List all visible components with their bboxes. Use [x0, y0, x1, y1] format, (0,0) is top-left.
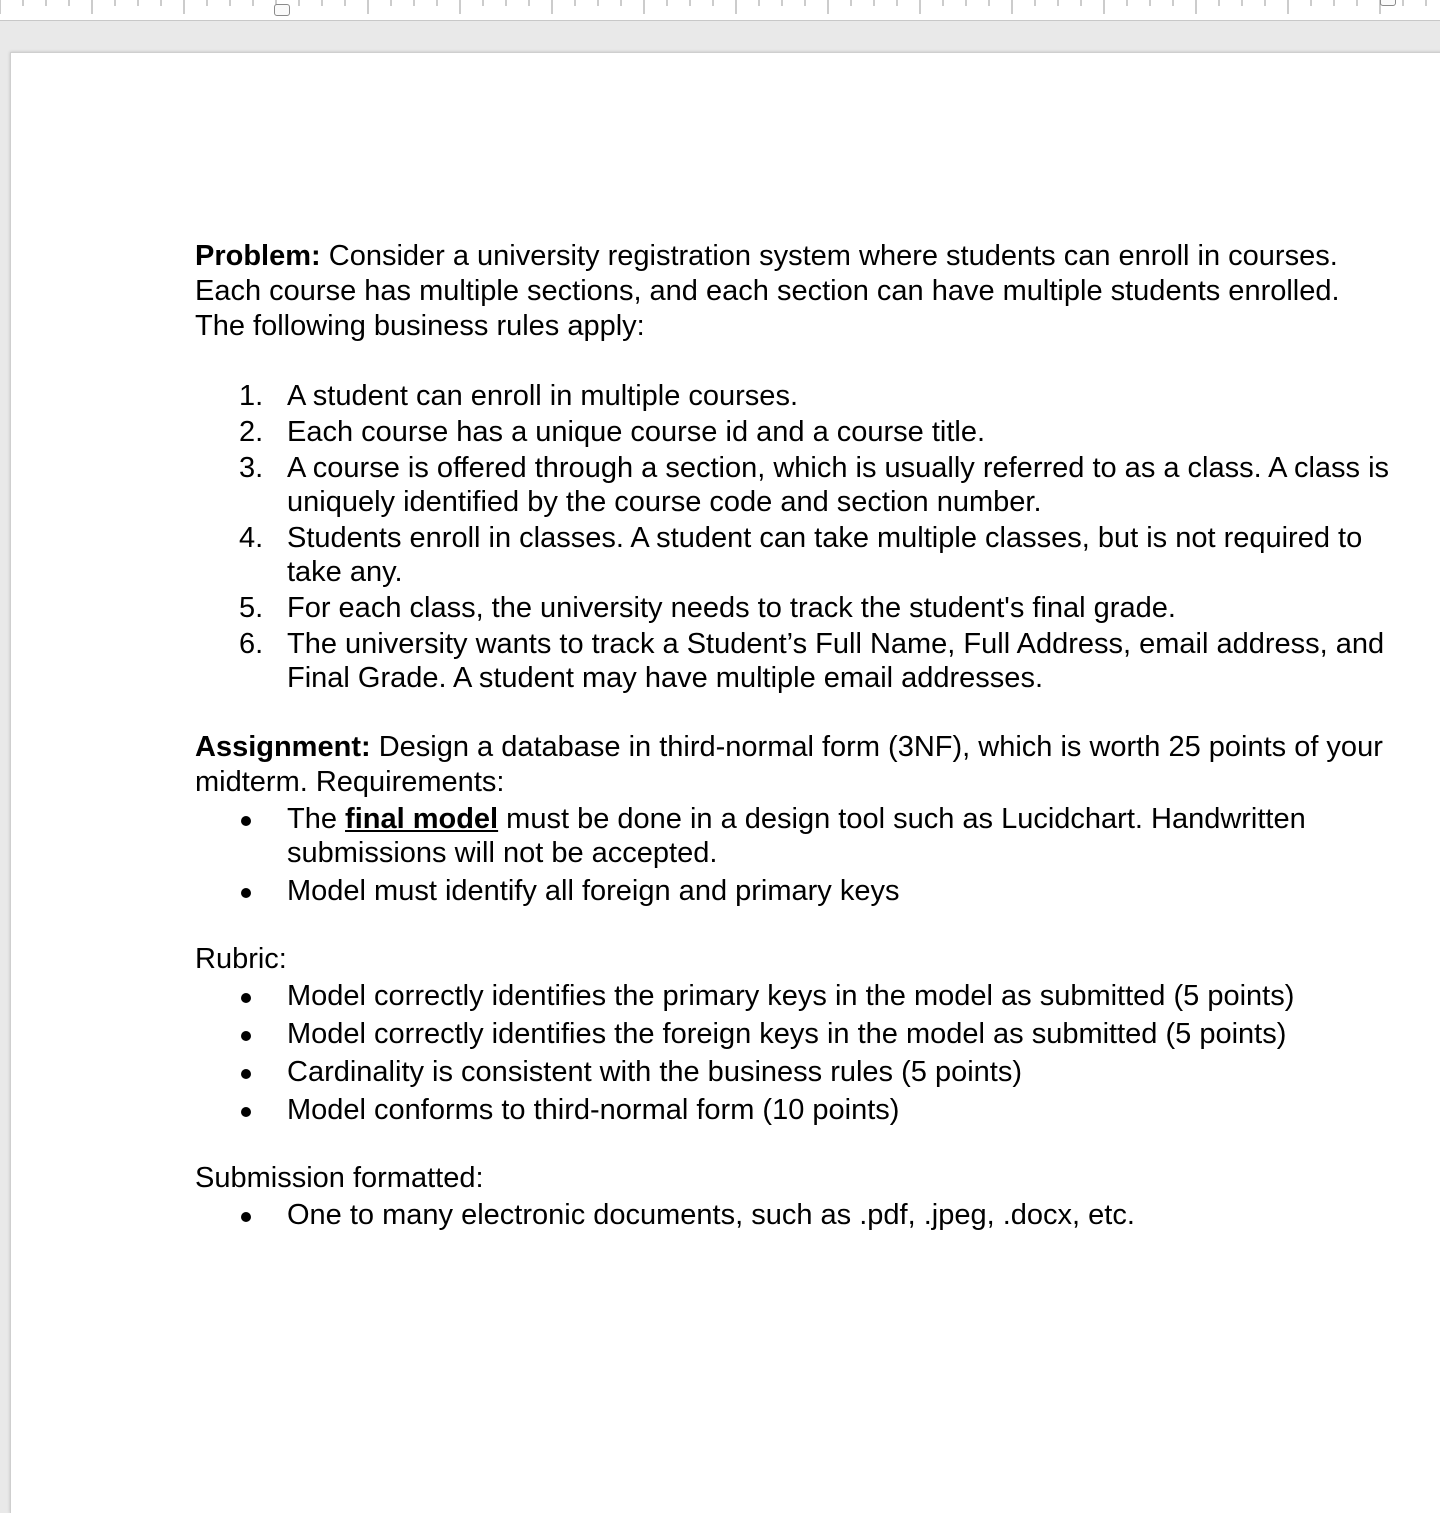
- problem-label: Problem:: [195, 240, 321, 272]
- assignment-paragraph: [195, 730, 1395, 800]
- indent-marker-handle[interactable]: [274, 4, 290, 16]
- rubric-item-text: Model conforms to third-normal form (10 points): [287, 1094, 900, 1126]
- list-item-text: A student can enroll in multiple courses.: [287, 380, 798, 412]
- submission-heading: Submission formatted:: [195, 1162, 484, 1194]
- submission-item-text: One to many electronic documents, such as .pdf, .jpeg, .docx, etc.: [287, 1199, 1135, 1231]
- list-item-text: A course is offered through a section, which is usually referred to as a class. A class is uniquely identified by the course code and section number.: [287, 452, 1390, 518]
- right-margin-handle[interactable]: [1380, 0, 1396, 6]
- bullet-icon: [241, 888, 251, 898]
- list-number: 2.: [239, 416, 264, 448]
- bullet-icon: [241, 993, 251, 1003]
- bullet-icon: [241, 1107, 251, 1117]
- rubric-item-text: Model correctly identifies the foreign keys in the model as submitted (5 points): [287, 1018, 1287, 1050]
- requirement-text-before: The: [287, 803, 346, 835]
- problem-text: Consider a university registration system where students can enroll in courses. Each course has multiple sections, and each section can have multiple students enrolled. The following business rules apply:: [195, 240, 1340, 342]
- assignment-text: Design a database in third-normal form (3NF), which is worth 25 points of your midterm. Requirements:: [195, 731, 1383, 798]
- list-number: 5.: [239, 592, 264, 624]
- bullet-icon: [241, 1069, 251, 1079]
- problem-paragraph: [195, 239, 1395, 344]
- rubric-item-text: Cardinality is consistent with the business rules (5 points): [287, 1056, 1022, 1088]
- list-number: 4.: [239, 522, 264, 554]
- final-model-emphasis: final model: [345, 803, 499, 835]
- horizontal-ruler[interactable]: [0, 0, 1440, 21]
- bullet-icon: [241, 816, 251, 826]
- list-item: [195, 627, 1395, 695]
- rubric-item-text: Model correctly identifies the primary keys in the model as submitted (5 points): [287, 980, 1295, 1012]
- list-item: [195, 874, 1395, 908]
- requirement-text: Model must identify all foreign and primary keys: [287, 875, 900, 907]
- list-item: [195, 979, 1395, 1013]
- submission-list: [195, 1198, 1395, 1232]
- list-item-text: The university wants to track a Student’s Full Name, Full Address, email address, and Final Grade. A student may have multiple email addresses.: [287, 628, 1385, 694]
- ruler-ticks: [0, 0, 1440, 20]
- list-item: [195, 1055, 1395, 1089]
- list-number: 1.: [239, 380, 264, 412]
- list-item: [195, 415, 1395, 449]
- list-item: [195, 1093, 1395, 1127]
- list-item: [195, 1198, 1395, 1232]
- list-item: [195, 379, 1395, 413]
- list-item: [195, 802, 1395, 870]
- assignment-label: Assignment:: [195, 731, 371, 763]
- list-item: [195, 521, 1395, 589]
- business-rules-list: [195, 379, 1395, 695]
- requirement-text-after: must be done in a design tool such as Lucidchart. Handwritten submissions will not be accepted.: [287, 803, 1306, 869]
- list-item: [195, 1017, 1395, 1051]
- list-item: [195, 451, 1395, 519]
- list-item: [195, 591, 1395, 625]
- document-body[interactable]: [195, 239, 1395, 1236]
- requirements-list: [195, 802, 1395, 908]
- bullet-icon: [241, 1212, 251, 1222]
- page-gap: [0, 21, 1440, 53]
- list-number: 3.: [239, 452, 264, 484]
- rubric-list: [195, 979, 1395, 1127]
- list-item-text: Students enroll in classes. A student can take multiple classes, but is not required to take any.: [287, 522, 1363, 588]
- document-page[interactable]: [10, 52, 1440, 1513]
- bullet-icon: [241, 1031, 251, 1041]
- list-number: 6.: [239, 628, 264, 660]
- list-item-text: Each course has a unique course id and a course title.: [287, 416, 986, 448]
- rubric-heading: Rubric:: [195, 943, 287, 975]
- list-item-text: For each class, the university needs to track the student's final grade.: [287, 592, 1176, 624]
